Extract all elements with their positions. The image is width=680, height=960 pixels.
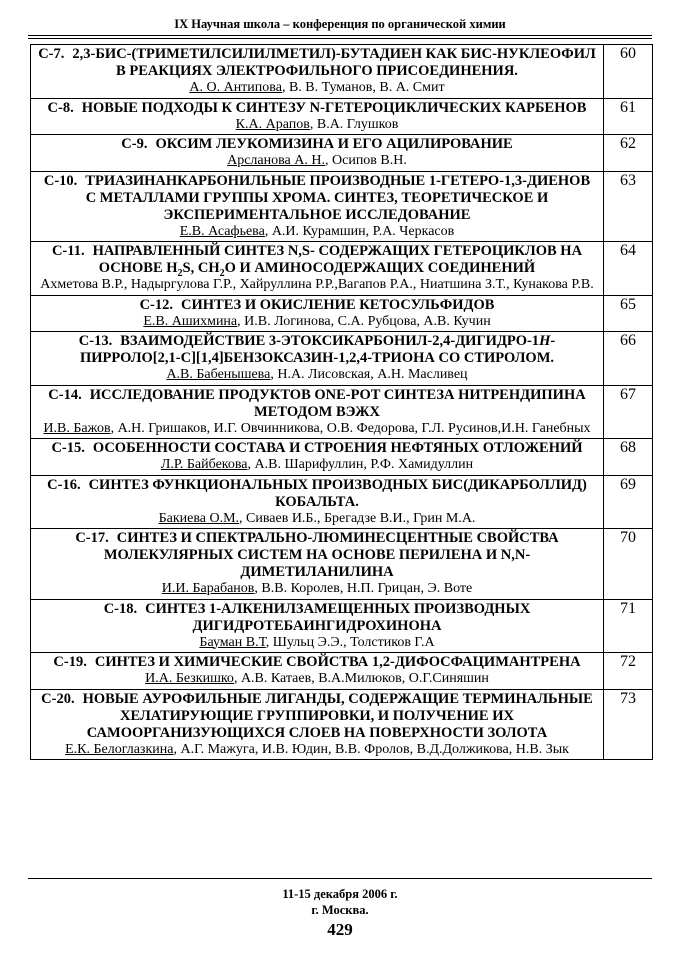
entry-authors xyxy=(31,80,603,98)
entry-authors xyxy=(31,511,603,529)
entry-page-number: 72 xyxy=(604,653,653,690)
entry-code: С-13. xyxy=(78,333,113,349)
conference-city: г. Москва. xyxy=(311,903,369,917)
presenting-author: Е.В. Асафьева xyxy=(179,223,265,239)
co-authors: , А.В. Шарифуллин, Р.Ф. Хамидуллин xyxy=(247,457,474,472)
contents-table xyxy=(30,44,653,760)
presenting-author: К.А. Арапов xyxy=(235,116,310,132)
entry-cell xyxy=(31,689,604,760)
contents-entry xyxy=(31,653,653,690)
entry-cell xyxy=(31,295,604,332)
header-rule-thin xyxy=(28,38,652,39)
entry-page-number: 64 xyxy=(604,242,653,296)
presenting-author: А.В. Бабенышева xyxy=(166,367,271,382)
entry-page-number: 61 xyxy=(604,98,653,135)
contents-entry xyxy=(31,295,653,332)
contents-entry xyxy=(31,135,653,172)
contents-entry xyxy=(31,171,653,242)
entry-title xyxy=(31,135,603,153)
entry-cell xyxy=(31,98,604,135)
subscript-digit: 2 xyxy=(177,267,183,279)
entry-title-text: СИНТЕЗ И ОКИСЛЕНИЕ КЕТОСУЛЬФИДОВ xyxy=(181,296,495,313)
presenting-author: И.А. Безкишко xyxy=(145,671,234,686)
header-rule xyxy=(28,35,652,36)
entry-title-text: ОСОБЕННОСТИ СОСТАВА И СТРОЕНИЯ НЕФТЯНЫХ ОТЛОЖЕНИЙ xyxy=(92,440,583,456)
entry-authors xyxy=(31,742,603,760)
entry-code: С-20. xyxy=(41,690,75,707)
footer-rule xyxy=(28,878,652,879)
co-authors: , В. В. Туманов, В. А. Смит xyxy=(281,80,445,95)
entry-cell xyxy=(31,332,604,386)
entry-title-text: НОВЫЕ АУРОФИЛЬНЫЕ ЛИГАНДЫ, СОДЕРЖАЩИЕ ТЕРМИНАЛЬНЫЕ ХЕЛАТИРУЮЩИЕ ГРУППИРОВКИ, И ПОЛУЧЕНИЕ ИХ САМООРГАНИЗУЮЩИХСЯ СЛОЕВ НА ПОВЕРХНОСТИ ЗОЛОТА xyxy=(82,690,593,741)
entry-code: С-9. xyxy=(121,136,148,152)
contents-entry xyxy=(31,475,653,529)
entry-cell xyxy=(31,599,604,653)
entry-title-text: ИССЛЕДОВАНИЕ ПРОДУКТОВ ONE-POT СИНТЕЗА НИТРЕНДИПИНА МЕТОДОМ ВЭЖХ xyxy=(89,386,586,420)
contents-entry xyxy=(31,242,653,296)
entry-title xyxy=(31,476,603,511)
entry-authors xyxy=(31,635,603,653)
entry-cell xyxy=(31,242,604,296)
entry-title-text: S, CH xyxy=(182,260,220,276)
contents-entry xyxy=(31,332,653,386)
entry-code: С-19. xyxy=(53,654,87,670)
co-authors: , И.В. Логинова, С.А. Рубцова, А.В. Кучин xyxy=(237,313,491,329)
entry-title xyxy=(31,296,603,314)
entry-page-number: 71 xyxy=(604,599,653,653)
presenting-author: Е.В. Ашихмина xyxy=(143,313,238,329)
entry-title-text: НАПРАВЛЕННЫЙ СИНТЕЗ N,S- СОДЕРЖАЩИХ ГЕТЕРОЦИКЛОВ НА ОСНОВЕ H xyxy=(92,243,583,276)
entry-title-text: СИНТЕЗ 1-АЛКЕНИЛЗАМЕЩЕННЫХ ПРОИЗВОДНЫХ ДИГИДРОТЕБАИНГИДРОХИНОНА xyxy=(145,600,531,634)
presenting-author: Бакиева О.М. xyxy=(158,510,240,526)
entry-title xyxy=(31,242,603,277)
entry-cell xyxy=(31,45,604,99)
co-authors: , А.Г. Мажуга, И.В. Юдин, В.В. Фролов, В.Д.Должикова, Н.В. Зык xyxy=(173,741,569,757)
presenting-author: А. О. Антипова xyxy=(189,80,282,95)
contents-table-body xyxy=(31,45,653,760)
entry-title xyxy=(31,600,603,635)
entry-cell xyxy=(31,475,604,529)
entry-title xyxy=(31,439,603,457)
entry-cell xyxy=(31,439,604,476)
entry-title-text: СИНТЕЗ И ХИМИЧЕСКИЕ СВОЙСТВА 1,2-ДИФОСФАЦИМАНТРЕНА xyxy=(94,654,581,670)
entry-authors xyxy=(31,671,603,689)
conference-dates: 11-15 декабря 2006 г. xyxy=(282,887,398,901)
contents-entry xyxy=(31,689,653,760)
contents-entry xyxy=(31,599,653,653)
entry-cell xyxy=(31,385,604,439)
entry-title xyxy=(31,172,603,224)
entry-title-text: ТРИАЗИНАНКАРБОНИЛЬНЫЕ ПРОИЗВОДНЫЕ 1-ГЕТЕРО-1,3-ДИЕНОВ С МЕТАЛЛАМИ ГРУППЫ ХРОМА. СИНТЕЗ, ТЕОРЕТИЧЕСКОЕ И ЭКСПЕРИМЕНТАЛЬНОЕ ИССЛЕДОВАНИЕ xyxy=(85,172,591,223)
co-authors: , Шульц Э.Э., Толстиков Г.А xyxy=(265,634,435,650)
contents-entry xyxy=(31,98,653,135)
presenting-author: Арсланова А. Н. xyxy=(227,153,325,168)
entry-title xyxy=(31,99,603,117)
entry-title xyxy=(31,529,603,581)
contents-entry xyxy=(31,385,653,439)
entry-title-text: СИНТЕЗ И СПЕКТРАЛЬНО-ЛЮМИНЕСЦЕНТНЫЕ СВОЙСТВА МОЛЕКУЛЯРНЫХ СИСТЕМ НА ОСНОВЕ ПЕРИЛЕНА И N,N-ДИМЕТИЛАНИЛИНА xyxy=(103,530,559,580)
entry-page-number: 68 xyxy=(604,439,653,476)
entry-title xyxy=(31,45,603,80)
presenting-author: И.В. Бажов xyxy=(43,420,111,436)
presenting-author: И.И. Барабанов xyxy=(161,581,255,596)
entry-cell xyxy=(31,135,604,172)
presenting-author: Л.Р. Байбекова xyxy=(160,457,248,472)
entry-code: С-12. xyxy=(139,296,173,313)
entry-page-number: 69 xyxy=(604,475,653,529)
co-authors: , В.А. Глушков xyxy=(309,116,399,132)
co-authors: , А.В. Катаев, В.А.Милюков, О.Г.Синяшин xyxy=(233,671,489,686)
entry-page-number: 62 xyxy=(604,135,653,172)
entry-cell xyxy=(31,653,604,690)
entry-authors xyxy=(31,117,603,135)
entry-authors xyxy=(31,153,603,171)
entry-code: С-7. xyxy=(38,46,65,62)
presenting-author: Е.К. Белоглазкина xyxy=(65,741,174,757)
entry-code: С-16. xyxy=(47,476,81,493)
entry-page-number: 60 xyxy=(604,45,653,99)
entry-authors xyxy=(31,224,603,242)
entry-title-text: 2,3-БИС-(ТРИМЕТИЛСИЛИЛМЕТИЛ)-БУТАДИЕН КАК БИС-НУКЛЕОФИЛ В РЕАКЦИЯХ ЭЛЕКТРОФИЛЬНОГО ПРИСОЕДИНЕНИЯ. xyxy=(72,46,596,79)
entry-code: С-18. xyxy=(103,600,138,617)
entry-code: С-11. xyxy=(51,243,85,259)
entry-authors xyxy=(31,421,603,439)
entry-page-number: 70 xyxy=(604,529,653,600)
entry-code: С-15. xyxy=(51,440,85,456)
co-authors: , А.Н. Гришаков, И.Г. Овчинникова, О.В. Федорова, Г.Л. Русинов,И.Н. Ганебных xyxy=(110,420,591,436)
entry-title-text: СИНТЕЗ ФУНКЦИОНАЛЬНЫХ ПРОИЗВОДНЫХ БИС(ДИКАРБОЛЛИД) КОБАЛЬТА. xyxy=(88,476,587,510)
co-authors: , Н.А. Лисовская, А.Н. Масливец xyxy=(270,367,468,382)
entry-page-number: 65 xyxy=(604,295,653,332)
subscript-digit: 2 xyxy=(219,267,225,279)
entry-title xyxy=(31,653,603,671)
co-authors: , Осипов В.Н. xyxy=(325,153,407,168)
entry-authors xyxy=(31,367,603,385)
entry-page-number: 73 xyxy=(604,689,653,760)
contents-entry xyxy=(31,439,653,476)
entry-page-number: 66 xyxy=(604,332,653,386)
presenting-author: Бауман В.Т xyxy=(199,634,266,650)
entry-title-text: ВЗАИМОДЕЙСТВИЕ 3-ЭТОКСИКАРБОНИЛ-2,4-ДИГИДРО-1 xyxy=(120,333,540,349)
contents-entry xyxy=(31,45,653,99)
page-header: IX Научная школа – конференция по органической химии xyxy=(174,17,506,31)
entry-authors xyxy=(31,277,603,295)
entry-title-text: O И АМИНОСОДЕРЖАЩИХ СОЕДИНЕНИЙ xyxy=(224,260,536,276)
entry-code: С-17. xyxy=(75,530,109,546)
entry-cell xyxy=(31,171,604,242)
entry-code: С-10. xyxy=(43,172,78,189)
co-authors: , Сиваев И.Б., Брегадзе В.И., Грин М.А. xyxy=(239,510,476,526)
entry-authors xyxy=(31,581,603,599)
entry-title-text: -ПИРРОЛО[2,1-C][1,4]БЕНЗОКСАЗИН-1,2,4-ТРИОНА СО СТИРОЛОМ. xyxy=(79,333,556,366)
entry-code: С-14. xyxy=(48,386,82,403)
entry-authors xyxy=(31,314,603,332)
entry-code: С-8. xyxy=(47,99,74,116)
co-authors: , В.В. Королев, Н.П. Грицан, Э. Воте xyxy=(254,581,473,596)
page-number: 429 xyxy=(327,920,353,939)
entry-page-number: 67 xyxy=(604,385,653,439)
entry-authors xyxy=(31,457,603,475)
italic-locant: H xyxy=(539,333,551,349)
entry-page-number: 63 xyxy=(604,171,653,242)
entry-title xyxy=(31,690,603,742)
entry-title-text: ОКСИМ ЛЕУКОМИЗИНА И ЕГО АЦИЛИРОВАНИЕ xyxy=(155,136,513,152)
entry-cell xyxy=(31,529,604,600)
contents-entry xyxy=(31,529,653,600)
co-authors: Ахметова В.Р., Надыргулова Г.Р., Хайруллина Р.Р.,Вагапов Р.А., Ниатшина З.Т., Кунакова Р.В. xyxy=(40,277,594,292)
entry-title-text: НОВЫЕ ПОДХОДЫ К СИНТЕЗУ N-ГЕТЕРОЦИКЛИЧЕСКИХ КАРБЕНОВ xyxy=(81,99,587,116)
entry-title xyxy=(31,332,603,367)
co-authors: , А.И. Курамшин, Р.А. Черкасов xyxy=(264,223,455,239)
entry-title xyxy=(31,386,603,421)
